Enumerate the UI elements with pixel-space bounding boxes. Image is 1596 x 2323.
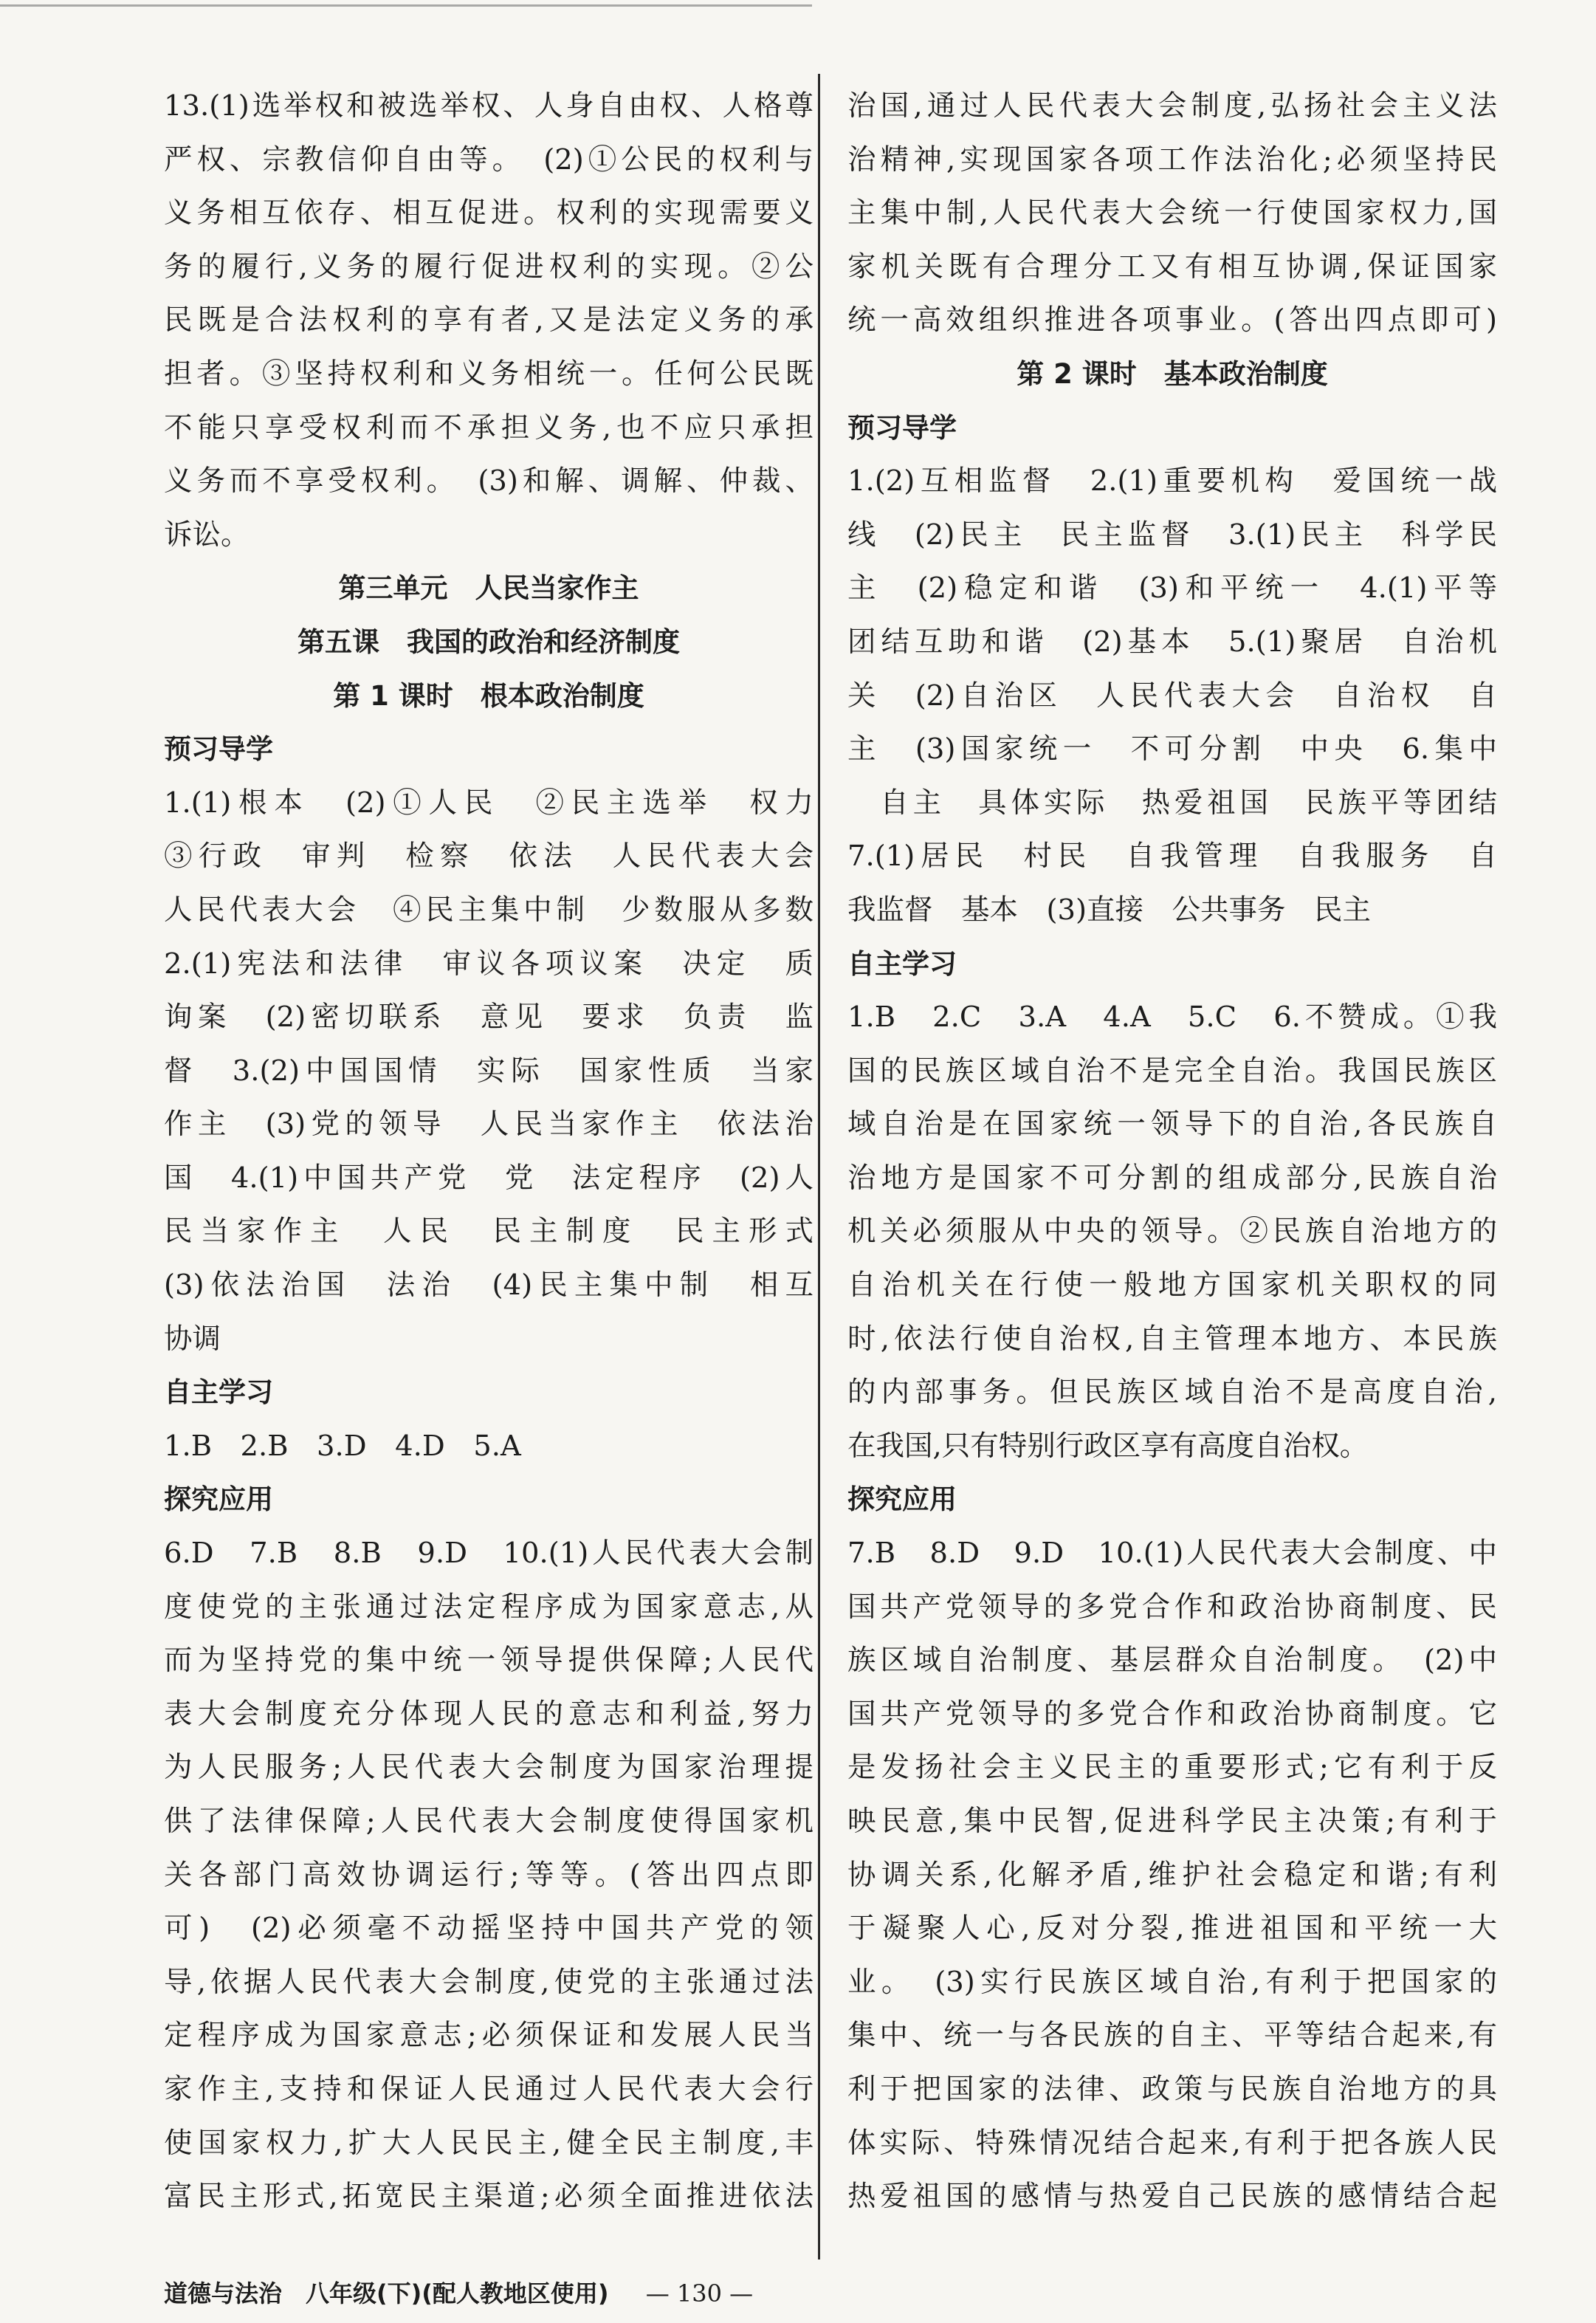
text-line: 严权、宗教信仰自由等。 (2)①公民的权利与 (164, 143, 814, 176)
text-line: 1.B 2.C 3.A 4.A 5.C 6.不赞成。①我 (847, 1001, 1497, 1034)
text-line: 在我国,只有特别行政区享有高度自治权。 (847, 1429, 1369, 1463)
text-line: 机关必须服从中央的领导。②民族自治地方的 (847, 1215, 1497, 1249)
section-heading: 预习导学 (164, 733, 273, 766)
text-line: 族区域自治制度、基层群众自治制度。 (2)中 (847, 1644, 1497, 1678)
text-line: 定程序成为国家意志;必须保证和发展人民当 (164, 2019, 814, 2053)
text-line: 导,依据人民代表大会制度,使党的主张通过法 (164, 1965, 814, 1999)
text-line: 1.(1)根本 (2)①人民 ②民主选举 权力 (164, 786, 814, 820)
text-line: 不能只享受权利而不承担义务,也不应只承担 (164, 411, 814, 445)
text-line: 担者。③坚持权利和义务相统一。任何公民既 (164, 357, 814, 391)
text-line: 人民代表大会 ④民主集中制 少数服从多数 (164, 893, 814, 927)
section-heading: 自主学习 (164, 1376, 273, 1409)
lesson-heading: 第五课 我国的政治和经济制度 (297, 625, 680, 658)
text-line: 国 4.(1)中国共产党 党 法定程序 (2)人 (164, 1161, 814, 1195)
section-heading: 预习导学 (847, 411, 957, 444)
text-line: 民当家作主 人民 民主制度 民主形式 (164, 1215, 814, 1249)
text-line: 的内部事务。但民族区域自治不是高度自治, (847, 1376, 1497, 1410)
section-heading: 自主学习 (847, 947, 957, 980)
answer-line: 1.B 2.B 3.D 4.D 5.A (164, 1429, 521, 1463)
right-column (847, 80, 1497, 2224)
column-divider (818, 74, 820, 2259)
text-line: 域自治是在国家统一领导下的自治,各民族自 (847, 1108, 1497, 1142)
unit-heading: 第三单元 人民当家作主 (338, 572, 639, 605)
text-line: 可) (2)必须毫不动摇坚持中国共产党的领 (164, 1912, 814, 1946)
footer-book-title: 道德与法治 八年级(下)(配人教地区使用) (164, 2279, 609, 2307)
text-line: 集中、统一与各民族的自主、平等结合起来,有 (847, 2019, 1497, 2053)
text-line: 协调关系,化解矛盾,维护社会稳定和谐;有利 (847, 1858, 1497, 1892)
period-heading: 第 2 课时 基本政治制度 (1017, 357, 1328, 390)
text-line: 关各部门高效协调运行;等等。(答出四点即 (164, 1858, 814, 1892)
text-line: 家作主,支持和保证人民通过人民代表大会行 (164, 2072, 814, 2106)
text-line: 7.B 8.D 9.D 10.(1)人民代表大会制度、中 (847, 1537, 1497, 1571)
text-line: 热爱祖国的感情与热爱自己民族的感情结合起 (847, 2180, 1497, 2214)
section-heading: 探究应用 (164, 1483, 273, 1516)
text-line: 统一高效组织推进各项事业。(答出四点即可) (847, 303, 1497, 337)
text-line: 义务而不享受权利。 (3)和解、调解、仲裁、 (164, 464, 814, 498)
scan-top-edge (0, 4, 812, 7)
text-line: 度使党的主张通过法定程序成为国家意志,从 (164, 1590, 814, 1624)
text-line: 表大会制度充分体现人民的意志和利益,努力 (164, 1697, 814, 1731)
text-line: 为人民服务;人民代表大会制度为国家治理提 (164, 1751, 814, 1785)
text-line: 关 (2)自治区 人民代表大会 自治权 自 (847, 679, 1497, 713)
text-line: 使国家权力,扩大人民民主,健全民主制度,丰 (164, 2126, 814, 2160)
text-line: 供了法律保障;人民代表大会制度使得国家机 (164, 1805, 814, 1838)
text-line: 7.(1)居民 村民 自我管理 自我服务 自 (847, 840, 1497, 874)
text-line: (3)依法治国 法治 (4)民主集中制 相互 (164, 1269, 814, 1303)
period-heading: 第 1 课时 根本政治制度 (333, 679, 644, 712)
text-line: 务的履行,义务的履行促进权利的实现。②公 (164, 250, 814, 284)
page-number: — 130 — (645, 2279, 754, 2307)
text-line: 线 (2)民主 民主监督 3.(1)民主 科学民 (847, 518, 1497, 552)
text-line: 国共产党领导的多党合作和政治协商制度、民 (847, 1590, 1497, 1624)
text-line: 而为坚持党的集中统一领导提供保障;人民代 (164, 1644, 814, 1678)
left-column (164, 80, 814, 2224)
text-line: 作主 (3)党的领导 人民当家作主 依法治 (164, 1108, 814, 1142)
section-heading: 探究应用 (847, 1483, 957, 1516)
text-line: 询案 (2)密切联系 意见 要求 负责 监 (164, 1001, 814, 1034)
text-line: 义务相互依存、相互促进。权利的实现需要义 (164, 196, 814, 230)
text-line: 家机关既有合理分工又有相互协调,保证国家 (847, 250, 1497, 284)
text-line: 主 (2)稳定和谐 (3)和平统一 4.(1)平等 (847, 572, 1497, 605)
text-line: 利于把国家的法律、政策与民族自治地方的具 (847, 2072, 1497, 2106)
text-line: 团结互助和谐 (2)基本 5.(1)聚居 自治机 (847, 625, 1497, 659)
text-line: 映民意,集中民智,促进科学民主决策;有利于 (847, 1805, 1497, 1838)
text-line: 2.(1)宪法和法律 审议各项议案 决定 质 (164, 947, 814, 981)
text-line: 富民主形式,拓宽民主渠道;必须全面推进依法 (164, 2180, 814, 2214)
text-line: 治国,通过人民代表大会制度,弘扬社会主义法 (847, 89, 1497, 123)
text-line: 是发扬社会主义民主的重要形式;它有利于反 (847, 1751, 1497, 1785)
text-line: 国共产党领导的多党合作和政治协商制度。它 (847, 1697, 1497, 1731)
text-line: 主 (3)国家统一 不可分割 中央 6.集中 (847, 732, 1497, 766)
text-line: 主集中制,人民代表大会统一行使国家权力,国 (847, 196, 1497, 230)
text-line: ③行政 审判 检察 依法 人民代表大会 (164, 840, 814, 874)
text-line: 1.(2)互相监督 2.(1)重要机构 爱国统一战 (847, 464, 1497, 498)
text-line: 督 3.(2)中国国情 实际 国家性质 当家 (164, 1054, 814, 1088)
text-line: 治地方是国家不可分割的组成部分,民族自治 (847, 1161, 1497, 1195)
text-line: 业。 (3)实行民族区域自治,有利于把国家的 (847, 1965, 1497, 1999)
text-line: 于凝聚人心,反对分裂,推进祖国和平统一大 (847, 1912, 1497, 1946)
text-line: 自治机关在行使一般地方国家机关职权的同 (847, 1269, 1497, 1303)
text-line: 6.D 7.B 8.B 9.D 10.(1)人民代表大会制 (164, 1537, 814, 1571)
text-line: 13.(1)选举权和被选举权、人身自由权、人格尊 (164, 89, 814, 123)
text-line: 诉讼。 (164, 518, 250, 552)
text-line: 国的民族区域自治不是完全自治。我国民族区 (847, 1054, 1497, 1088)
page-footer (164, 2273, 976, 2314)
text-line: 治精神,实现国家各项工作法治化;必须坚持民 (847, 143, 1497, 176)
text-line: 协调 (164, 1322, 221, 1356)
text-line: 时,依法行使自治权,自主管理本地方、本民族 (847, 1322, 1497, 1356)
text-line: 我监督 基本 (3)直接 公共事务 民主 (847, 893, 1372, 927)
text-line: 民既是合法权利的享有者,又是法定义务的承 (164, 303, 814, 337)
text-line: 体实际、特殊情况结合起来,有利于把各族人民 (847, 2126, 1497, 2160)
text-line: 自主 具体实际 热爱祖国 民族平等团结 (847, 786, 1497, 820)
